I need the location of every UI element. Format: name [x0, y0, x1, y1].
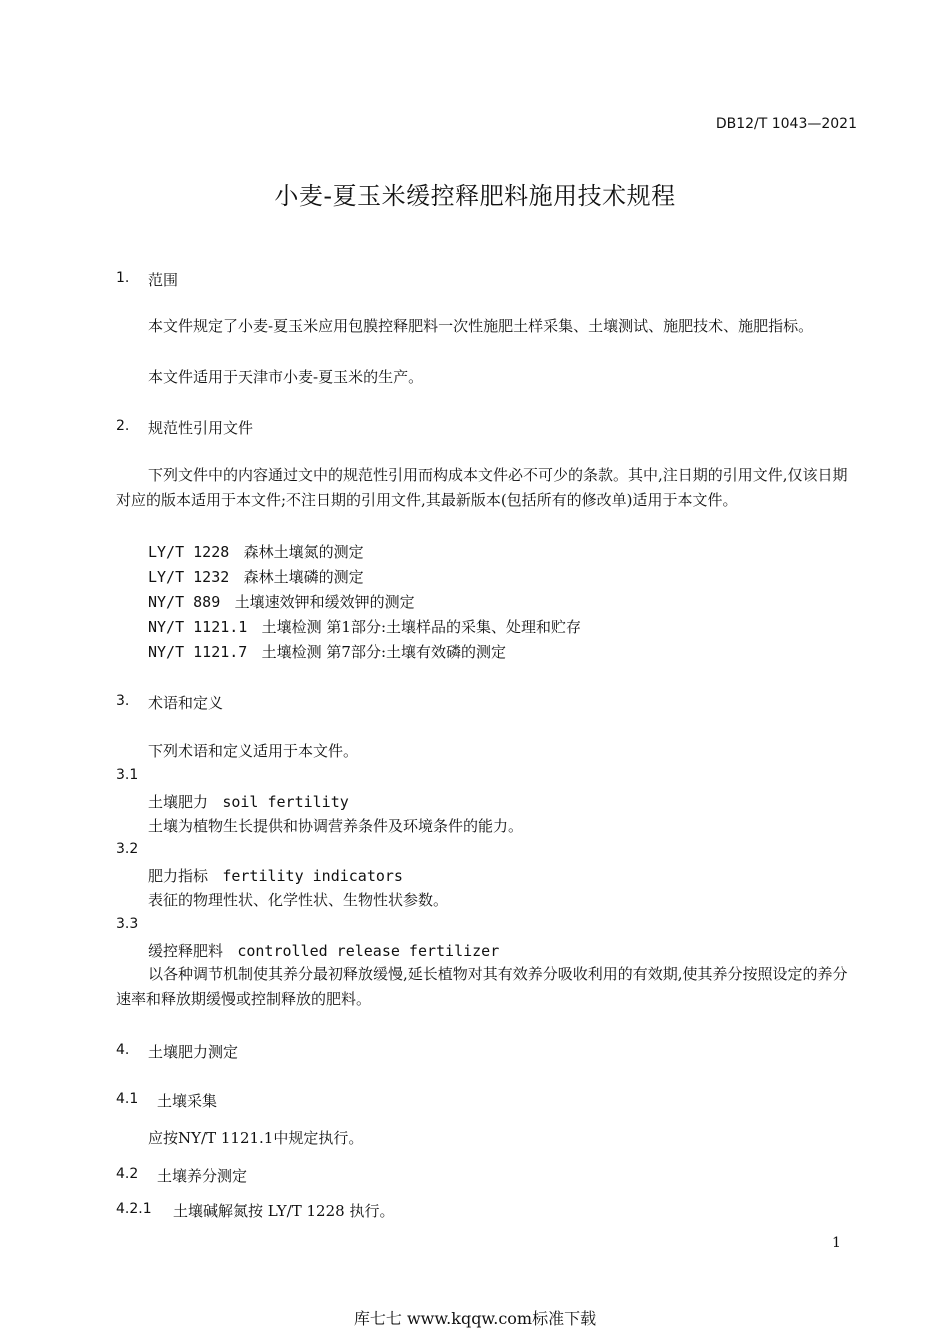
term-chinese: 肥力指标	[148, 867, 209, 885]
term-number: 3.2	[116, 841, 139, 857]
section-4-1-number: 4.1	[116, 1091, 139, 1107]
section-3-number: 3.	[116, 693, 130, 709]
reference-code: NY/T 889	[148, 593, 221, 611]
term-definition: 以各种调节机制使其养分最初释放缓慢,延长植物对其有效养分吸收利用的有效期,使其养分按照设定的养分速率和释放期缓慢或控制释放的肥料。	[116, 965, 848, 1008]
term-english: fertility indicators	[222, 867, 403, 885]
reference-code: NY/T 1121.1	[148, 618, 248, 636]
document-title: 小麦-夏玉米缓控释肥料施用技术规程	[274, 182, 676, 210]
reference-code: LY/T 1232	[148, 568, 230, 586]
normative-reference	[148, 591, 415, 612]
section-2-title: 规范性引用文件	[148, 419, 254, 437]
section-4-2-1-number: 4.2.1	[116, 1201, 152, 1217]
term-number: 3.3	[116, 916, 139, 932]
term-heading	[148, 865, 403, 886]
normative-reference	[148, 616, 581, 637]
reference-name: 森林土壤氮的测定	[243, 543, 364, 561]
section-4-2-number: 4.2	[116, 1166, 139, 1182]
section-4-title: 土壤肥力测定	[148, 1043, 239, 1061]
reference-name: 土壤检测 第7部分:土壤有效磷的测定	[261, 643, 507, 661]
normative-reference	[148, 641, 506, 662]
section-1-number: 1.	[116, 270, 130, 286]
footer-watermark: 库七七 www.kqqw.com标准下载	[353, 1309, 597, 1328]
section-4-1-text: 应按NY/T 1121.1中规定执行。	[148, 1129, 364, 1147]
section-2-number: 2.	[116, 418, 130, 434]
standard-code: DB12/T 1043—2021	[715, 116, 857, 132]
term-definition: 土壤为植物生长提供和协调营养条件及环境条件的能力。	[148, 817, 524, 835]
reference-name: 森林土壤磷的测定	[243, 568, 364, 586]
term-chinese: 缓控释肥料	[148, 942, 224, 960]
term-number: 3.1	[116, 767, 139, 783]
term-chinese: 土壤肥力	[148, 793, 209, 811]
section-4-2-1-text: 土壤碱解氮按 LY/T 1228 执行。	[173, 1202, 395, 1220]
section-4-2-title: 土壤养分测定	[157, 1167, 248, 1185]
term-definition: 表征的物理性状、化学性状、生物性状参数。	[148, 891, 449, 909]
section-1-paragraph-2: 本文件适用于天津市小麦-夏玉米的生产。	[148, 368, 424, 386]
term-heading	[148, 791, 349, 812]
section-1-title: 范围	[148, 271, 179, 289]
reference-code: NY/T 1121.7	[148, 643, 248, 661]
section-4-number: 4.	[116, 1042, 130, 1058]
normative-reference	[148, 566, 364, 587]
term-english: controlled release fertilizer	[237, 942, 500, 960]
page-number: 1	[832, 1235, 841, 1251]
section-2-intro: 下列文件中的内容通过文中的规范性引用而构成本文件必不可少的条款。其中,注日期的引用文件,仅该日期对应的版本适用于本文件;不注日期的引用文件,其最新版本(包括所有的修改单)适用于本文件。	[116, 466, 848, 509]
section-4-1-title: 土壤采集	[157, 1092, 218, 1110]
section-1-paragraph-1: 本文件规定了小麦-夏玉米应用包膜控释肥料一次性施肥土样采集、土壤测试、施肥技术、施肥指标。	[148, 317, 814, 335]
reference-name: 土壤检测 第1部分:土壤样品的采集、处理和贮存	[261, 618, 582, 636]
reference-code: LY/T 1228	[148, 543, 230, 561]
section-3-title: 术语和定义	[148, 694, 224, 712]
section-3-intro: 下列术语和定义适用于本文件。	[148, 742, 359, 760]
term-english: soil fertility	[222, 793, 349, 811]
reference-name: 土壤速效钾和缓效钾的测定	[234, 593, 415, 611]
term-heading	[148, 940, 499, 961]
normative-reference	[148, 541, 364, 562]
